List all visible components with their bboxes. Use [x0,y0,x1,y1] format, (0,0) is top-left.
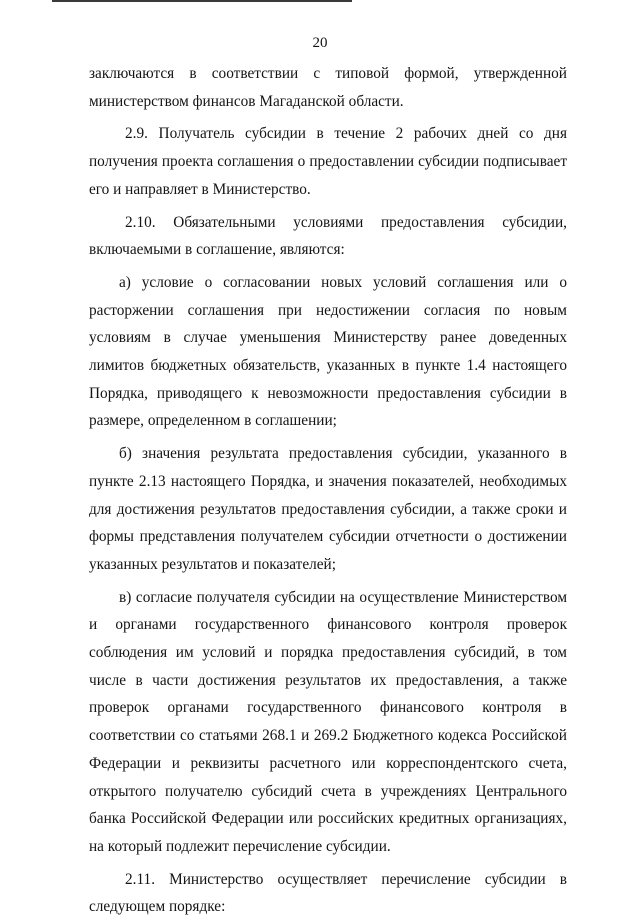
paragraph-2-10: 2.10. Обязательными условиями предоставления субсидии, включаемыми в соглашение, являются: [89,213,567,259]
paragraph-item-a: а) условие о согласовании новых условий соглашения или о расторжении соглашения при недостижении согласия по новым условиям в случае уменьшения Министерству ранее доведенных лимитов бюджетных обязательств, указанных в пункте 1.4 настоящего Порядка, приводящего к невозможности предоставления субсидии в размере, определенном в соглашении; [89,273,567,430]
paragraph-item-b: б) значения результата предоставления субсидии, указанного в пункте 2.13 настоящего Порядка, и значения показателей, необходимых для достижения результатов предоставления субсидии, а также сроки и формы представления получателем субсидии отчетности о достижении указанных результатов и показателей; [89,445,567,573]
paragraph-2-11: 2.11. Министерство осуществляет перечисление субсидии в следующем порядке: [89,870,567,916]
paragraph-item-v: в) согласие получателя субсидии на осуществление Министерством и органами государственного финансового контроля проверок соблюдения им условий и порядка предоставления субсидий, в том числе в части достижения результатов их предоставления, а также проверок органами государственного финансового контроля в соответствии со статьями 268.1 и 269.2 Бюджетного кодекса Российской Федерации и реквизиты расчетного или корреспондентского счета, открытого получателю субсидий счета в учреждениях Центрального банка Российской Федерации или российских кредитных организациях, на который подлежит перечисление субсидии. [89,588,567,855]
document-body [89,60,567,921]
paragraph-2-9: 2.9. Получатель субсидии в течение 2 рабочих дней со дня получения проекта соглашения о предоставлении субсидии подписывает его и направляет в Министерство. [89,125,567,198]
top-rule [52,0,352,2]
page-number: 20 [312,35,328,51]
paragraph-continuation: заключаются в соответствии с типовой формой, утвержденной министерством финансов Магаданской области. [89,65,567,110]
